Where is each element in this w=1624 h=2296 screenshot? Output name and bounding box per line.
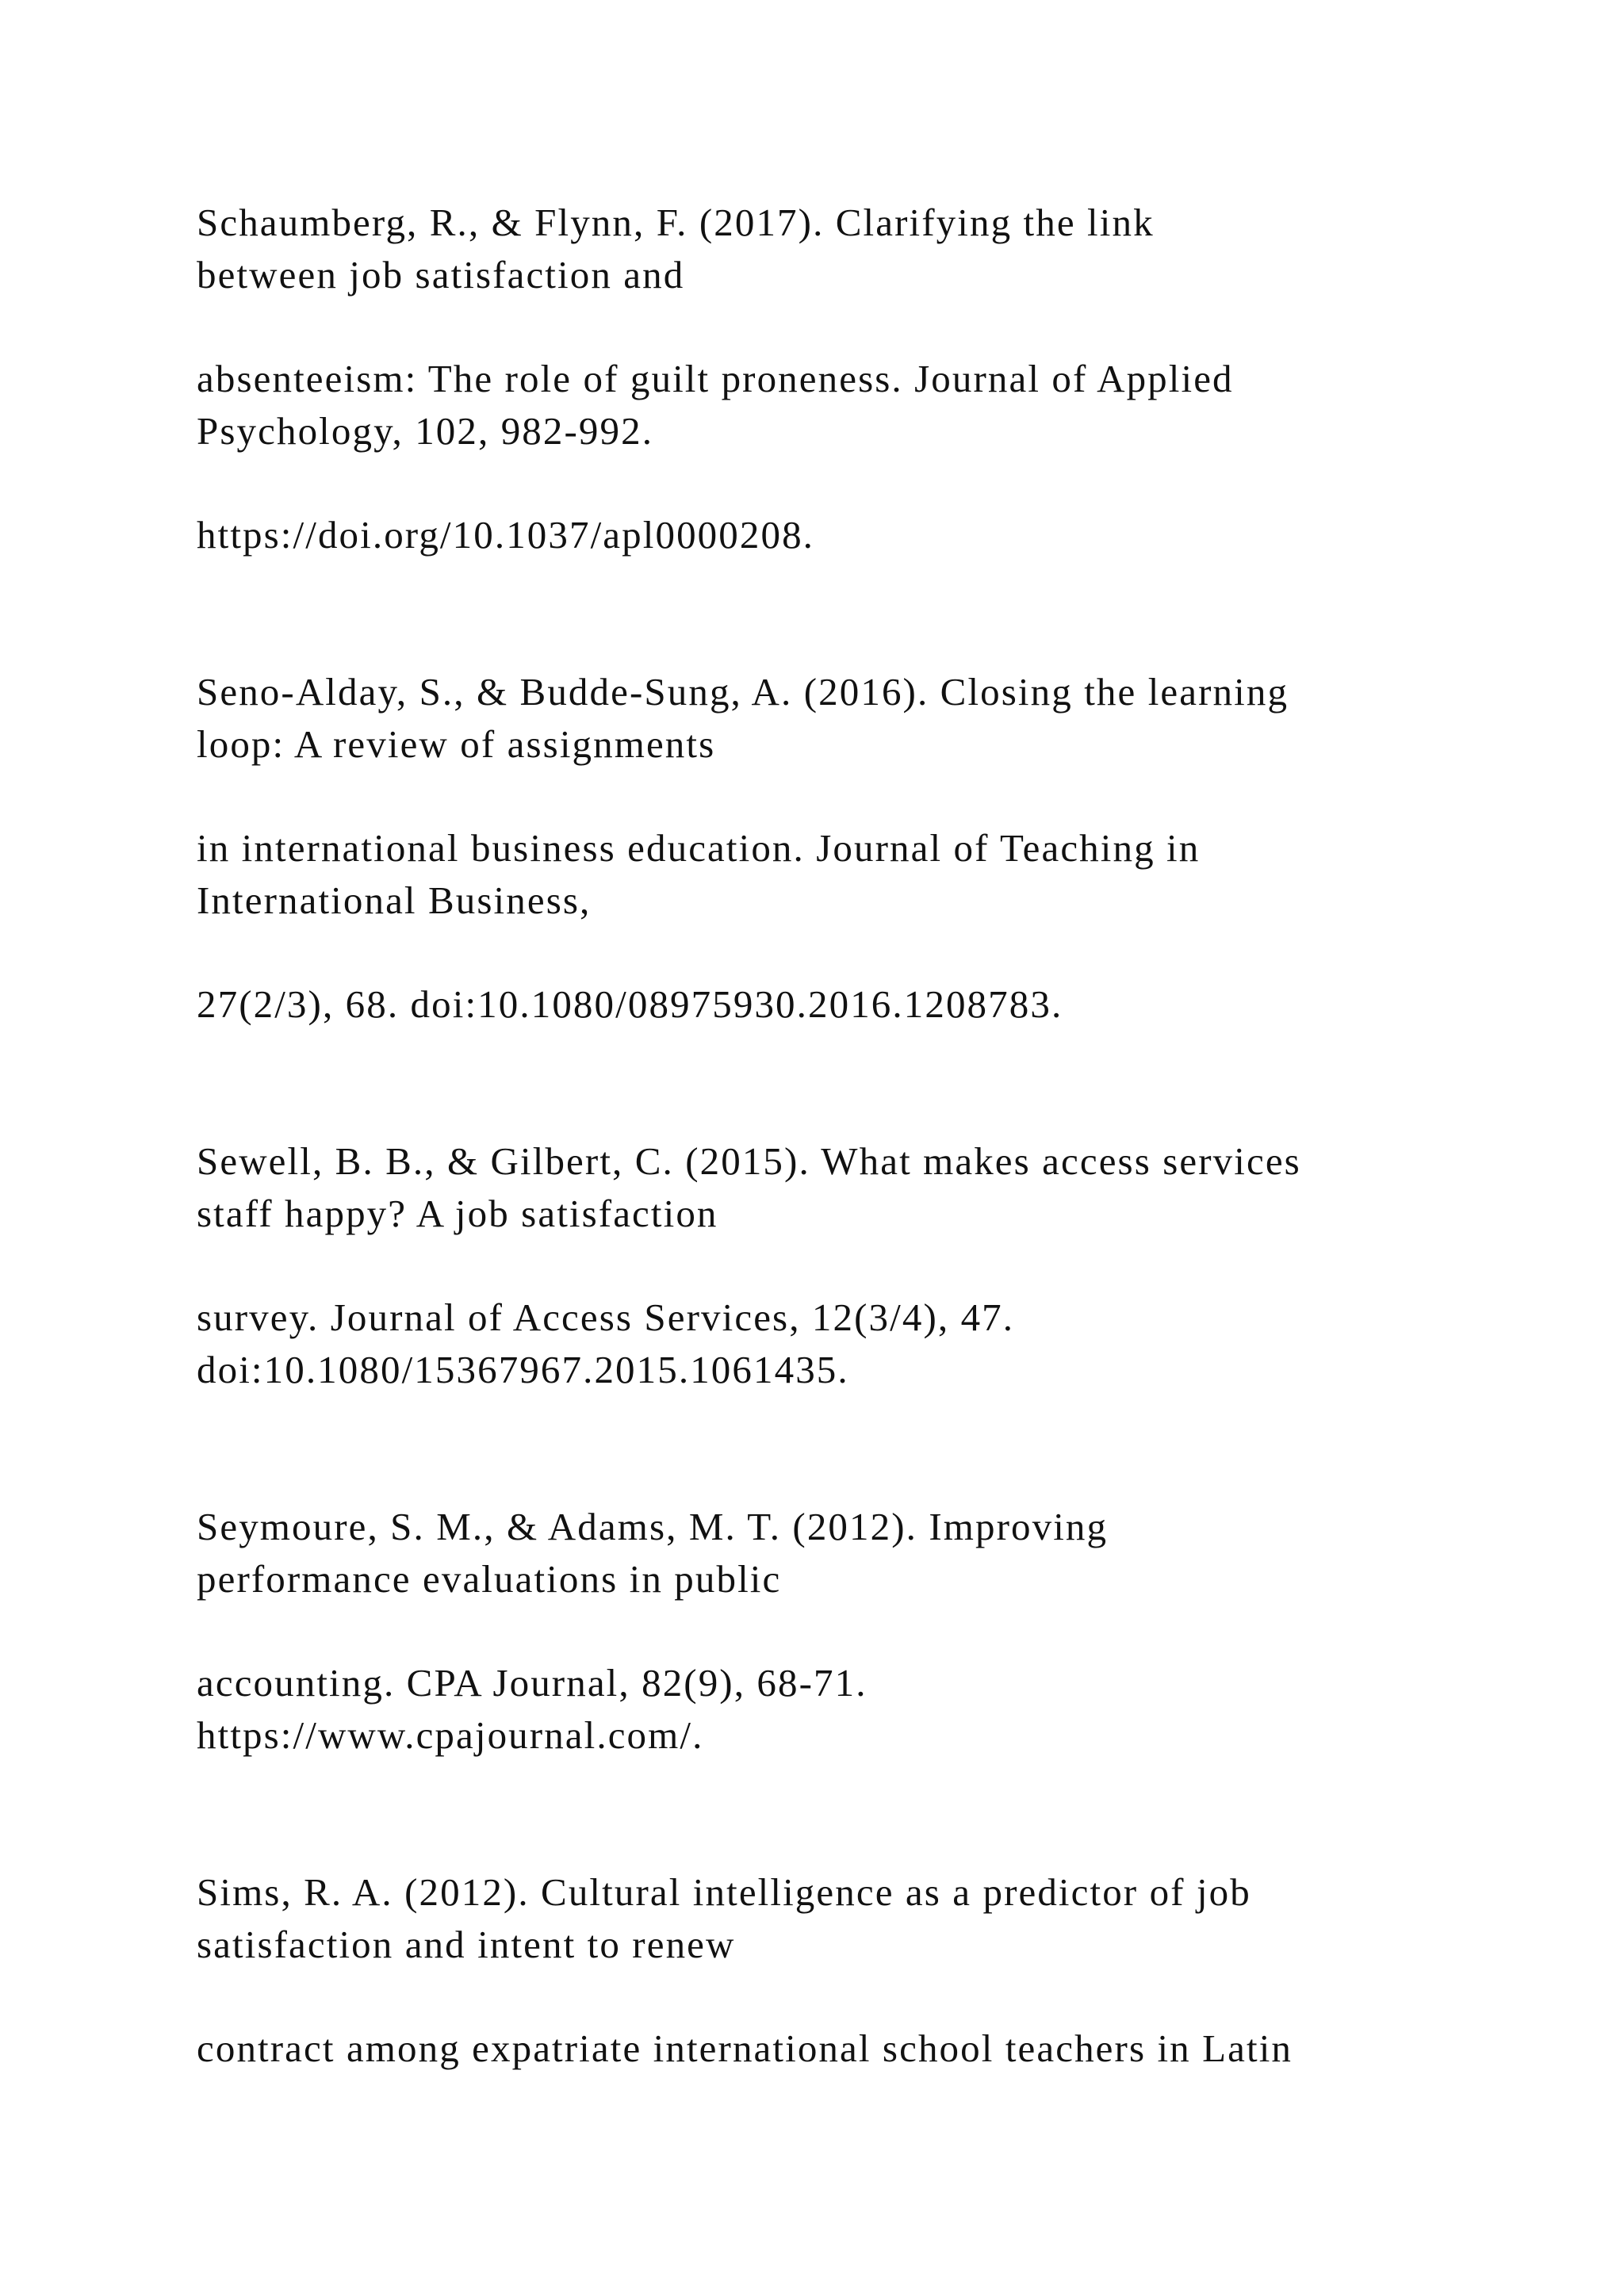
reference-line: staff happy? A job satisfaction xyxy=(197,1192,718,1235)
reference-line: performance evaluations in public xyxy=(197,1557,782,1601)
reference-line: International Business, xyxy=(197,878,592,922)
reference-line: Sims, R. A. (2012). Cultural intelligence as a predictor of job xyxy=(197,1870,1251,1914)
reference-line: Seno-Alday, S., & Budde-Sung, A. (2016). Closing the learning xyxy=(197,670,1289,714)
reference-line: Schaumberg, R., & Flynn, F. (2017). Clarifying the link xyxy=(197,201,1155,244)
reference-line: survey. Journal of Access Services, 12(3/4), 47. xyxy=(197,1295,1015,1339)
reference-line: Psychology, 102, 982-992. xyxy=(197,409,654,453)
reference-line: contract among expatriate international school teachers in Latin xyxy=(197,2026,1293,2070)
reference-line: loop: A review of assignments xyxy=(197,722,716,766)
reference-line: doi:10.1080/15367967.2015.1061435. xyxy=(197,1348,849,1391)
reference-line: in international business education. Journal of Teaching in xyxy=(197,826,1201,870)
reference-line: absenteeism: The role of guilt proneness. Journal of Applied xyxy=(197,357,1234,400)
reference-line: satisfaction and intent to renew xyxy=(197,1923,736,1966)
reference-line: accounting. CPA Journal, 82(9), 68-71. xyxy=(197,1661,868,1705)
reference-link[interactable]: https://doi.org/10.1037/apl0000208. xyxy=(197,513,815,557)
reference-line: between job satisfaction and xyxy=(197,253,685,297)
reference-line: Seymoure, S. M., & Adams, M. T. (2012). Improving xyxy=(197,1505,1109,1548)
reference-line: 27(2/3), 68. doi:10.1080/08975930.2016.1208783. xyxy=(197,982,1063,1026)
reference-line: Sewell, B. B., & Gilbert, C. (2015). What makes access services xyxy=(197,1139,1301,1183)
reference-link[interactable]: https://www.cpajournal.com/. xyxy=(197,1713,704,1757)
